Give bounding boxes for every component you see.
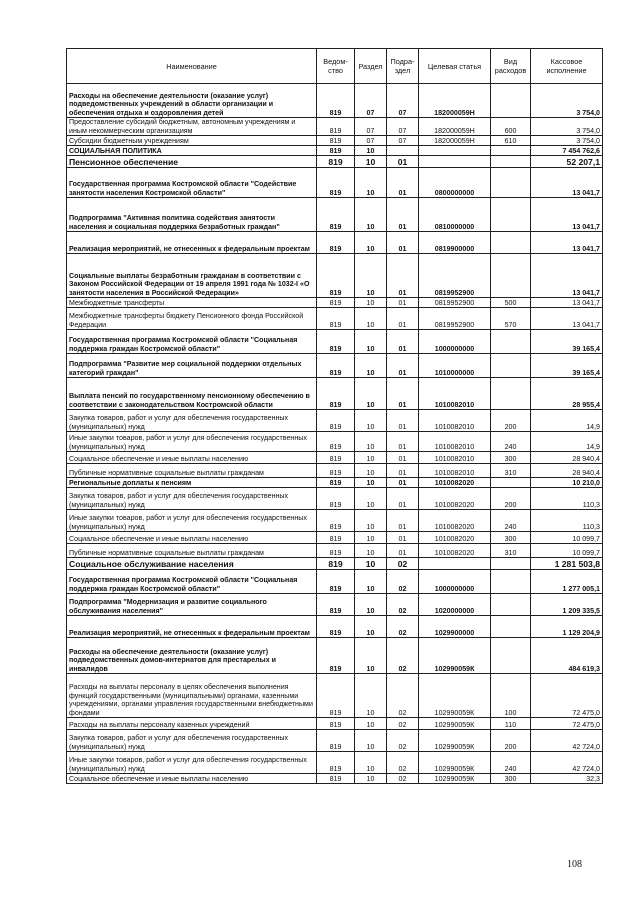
row-vedomstvo: 819 (317, 378, 355, 410)
row-name: Подпрограмма "Развитие мер социальной поддержки отдельных категорий граждан" (67, 354, 317, 378)
row-razdel: 10 (355, 752, 387, 774)
row-razdel: 10 (355, 298, 387, 308)
row-podrazdel: 02 (387, 594, 419, 616)
row-cash-execution: 13 041,7 (531, 168, 603, 198)
row-name: Выплата пенсий по государственному пенсионному обеспечению в соответствии с законодательством Костромской области (67, 378, 317, 410)
row-target-article: 0810000000 (419, 198, 491, 232)
header-row (67, 49, 603, 84)
row-expense-type (491, 168, 531, 198)
row-expense-type: 570 (491, 308, 531, 330)
row-name: Подпрограмма "Активная политика содействия занятости населения и социальная поддержка безработных граждан" (67, 198, 317, 232)
table-row (67, 146, 603, 156)
row-razdel: 10 (355, 478, 387, 488)
row-name: Пенсионное обеспечение (67, 156, 317, 168)
row-name: Расходы на обеспечение деятельности (оказание услуг) подведомственных учреждений в области организации и обеспечения отдыха и оздоровления детей (67, 84, 317, 118)
row-podrazdel: 02 (387, 558, 419, 570)
row-target-article: 1010082020 (419, 478, 491, 488)
row-razdel: 10 (355, 532, 387, 544)
row-target-article: 102990059К (419, 638, 491, 674)
row-cash-execution: 110,3 (531, 510, 603, 532)
table-row (67, 532, 603, 544)
row-podrazdel: 01 (387, 354, 419, 378)
row-target-article: 1010082010 (419, 452, 491, 464)
row-target-article: 1010082020 (419, 532, 491, 544)
row-vedomstvo: 819 (317, 730, 355, 752)
header-cash-execution: Кассовое исполнение (531, 49, 603, 84)
row-name: Реализация мероприятий, не отнесенных к федеральным проектам (67, 232, 317, 254)
table-row (67, 432, 603, 452)
table-row (67, 198, 603, 232)
table-row (67, 594, 603, 616)
row-cash-execution: 14,9 (531, 410, 603, 432)
row-expense-type: 110 (491, 718, 531, 730)
row-cash-execution: 28 940,4 (531, 452, 603, 464)
row-razdel: 10 (355, 774, 387, 784)
row-expense-type: 200 (491, 730, 531, 752)
row-razdel: 10 (355, 488, 387, 510)
row-target-article: 102990059К (419, 730, 491, 752)
row-podrazdel: 01 (387, 532, 419, 544)
row-vedomstvo: 819 (317, 558, 355, 570)
row-name: Межбюджетные трансферты бюджету Пенсионного фонда Российской Федерации (67, 308, 317, 330)
row-expense-type (491, 638, 531, 674)
row-target-article: 0800000000 (419, 168, 491, 198)
row-target-article (419, 156, 491, 168)
table-row (67, 774, 603, 784)
row-razdel: 10 (355, 510, 387, 532)
row-podrazdel: 02 (387, 774, 419, 784)
row-target-article: 0819952900 (419, 298, 491, 308)
table-row (67, 570, 603, 594)
row-podrazdel: 01 (387, 432, 419, 452)
row-cash-execution: 42 724,0 (531, 752, 603, 774)
row-podrazdel: 01 (387, 198, 419, 232)
row-cash-execution: 484 619,3 (531, 638, 603, 674)
row-podrazdel: 01 (387, 478, 419, 488)
row-target-article: 102990059К (419, 774, 491, 784)
row-vedomstvo: 819 (317, 478, 355, 488)
row-expense-type (491, 354, 531, 378)
row-cash-execution: 28 940,4 (531, 464, 603, 478)
row-target-article: 1000000000 (419, 330, 491, 354)
row-name: Закупка товаров, работ и услуг для обеспечения государственных (муниципальных) нужд (67, 488, 317, 510)
table-row (67, 136, 603, 146)
row-razdel: 10 (355, 452, 387, 464)
row-vedomstvo: 819 (317, 544, 355, 558)
row-podrazdel: 01 (387, 410, 419, 432)
table-row (67, 298, 603, 308)
row-podrazdel: 07 (387, 118, 419, 136)
row-name: Государственная программа Костромской области "Социальная поддержка граждан Костромской области" (67, 570, 317, 594)
row-name: Субсидии бюджетным учреждениям (67, 136, 317, 146)
row-target-article: 1010082020 (419, 488, 491, 510)
row-target-article: 1010082010 (419, 378, 491, 410)
table-row (67, 156, 603, 168)
row-name: Расходы на обеспечение деятельности (оказание услуг) подведомственных домов-интернатов для престарелых и инвалидов (67, 638, 317, 674)
row-vedomstvo: 819 (317, 118, 355, 136)
row-target-article (419, 146, 491, 156)
row-cash-execution: 1 277 005,1 (531, 570, 603, 594)
row-razdel: 10 (355, 718, 387, 730)
row-target-article: 1029900000 (419, 616, 491, 638)
row-podrazdel: 01 (387, 298, 419, 308)
row-podrazdel: 01 (387, 464, 419, 478)
row-name: Реализация мероприятий, не отнесенных к федеральным проектам (67, 616, 317, 638)
row-razdel: 10 (355, 378, 387, 410)
table-row (67, 488, 603, 510)
row-cash-execution: 1 209 335,5 (531, 594, 603, 616)
row-name: Закупка товаров, работ и услуг для обеспечения государственных (муниципальных) нужд (67, 730, 317, 752)
row-expense-type: 600 (491, 118, 531, 136)
row-target-article: 1000000000 (419, 570, 491, 594)
row-podrazdel: 01 (387, 232, 419, 254)
table-row (67, 544, 603, 558)
row-target-article: 102990059К (419, 718, 491, 730)
row-expense-type: 310 (491, 464, 531, 478)
row-name: Социальное обеспечение и иные выплаты населению (67, 532, 317, 544)
row-cash-execution: 1 281 503,8 (531, 558, 603, 570)
row-podrazdel: 02 (387, 638, 419, 674)
header-expense-type: Вид расходов (491, 49, 531, 84)
row-podrazdel: 01 (387, 510, 419, 532)
row-name: Иные закупки товаров, работ и услуг для обеспечения государственных (муниципальных) нужд (67, 432, 317, 452)
row-podrazdel: 02 (387, 674, 419, 718)
row-razdel: 10 (355, 308, 387, 330)
row-vedomstvo: 819 (317, 146, 355, 156)
row-target-article: 0819900000 (419, 232, 491, 254)
header-vedomstvo: Ведом-ство (317, 49, 355, 84)
row-cash-execution: 13 041,7 (531, 254, 603, 298)
row-podrazdel: 01 (387, 378, 419, 410)
row-razdel: 10 (355, 410, 387, 432)
page-number: 108 (567, 859, 582, 870)
row-cash-execution: 72 475,0 (531, 718, 603, 730)
row-vedomstvo: 819 (317, 488, 355, 510)
row-vedomstvo: 819 (317, 198, 355, 232)
row-cash-execution: 39 165,4 (531, 354, 603, 378)
row-name: Публичные нормативные социальные выплаты гражданам (67, 544, 317, 558)
row-expense-type: 610 (491, 136, 531, 146)
row-vedomstvo: 819 (317, 308, 355, 330)
row-cash-execution: 3 754,0 (531, 118, 603, 136)
row-vedomstvo: 819 (317, 638, 355, 674)
header-target-article: Целевая статья (419, 49, 491, 84)
row-podrazdel: 01 (387, 254, 419, 298)
row-razdel: 10 (355, 354, 387, 378)
row-expense-type (491, 330, 531, 354)
row-expense-type: 100 (491, 674, 531, 718)
header-name: Наименование (67, 49, 317, 84)
row-name: Подпрограмма "Модернизация и развитие социального обслуживания населения" (67, 594, 317, 616)
row-target-article: 182000059Н (419, 84, 491, 118)
row-vedomstvo: 819 (317, 510, 355, 532)
row-cash-execution: 3 754,0 (531, 136, 603, 146)
row-cash-execution: 39 165,4 (531, 330, 603, 354)
table-row (67, 378, 603, 410)
row-vedomstvo: 819 (317, 136, 355, 146)
row-podrazdel: 01 (387, 156, 419, 168)
row-expense-type (491, 478, 531, 488)
row-expense-type: 200 (491, 488, 531, 510)
row-razdel: 10 (355, 330, 387, 354)
row-name: СОЦИАЛЬНАЯ ПОЛИТИКА (67, 146, 317, 156)
row-cash-execution: 14,9 (531, 432, 603, 452)
table-row (67, 84, 603, 118)
row-target-article (419, 558, 491, 570)
row-cash-execution: 7 454 762,6 (531, 146, 603, 156)
row-podrazdel (387, 146, 419, 156)
row-vedomstvo: 819 (317, 452, 355, 464)
row-podrazdel: 01 (387, 544, 419, 558)
row-cash-execution: 13 041,7 (531, 298, 603, 308)
row-name: Предоставление субсидий бюджетным, автономным учреждениям и иным некоммерческим организациям (67, 118, 317, 136)
row-expense-type (491, 558, 531, 570)
row-vedomstvo: 819 (317, 410, 355, 432)
row-vedomstvo: 819 (317, 718, 355, 730)
row-razdel: 10 (355, 432, 387, 452)
row-expense-type (491, 84, 531, 118)
row-razdel: 10 (355, 198, 387, 232)
row-podrazdel: 01 (387, 452, 419, 464)
row-razdel: 10 (355, 616, 387, 638)
row-name: Межбюджетные трансферты (67, 298, 317, 308)
row-razdel: 10 (355, 570, 387, 594)
row-name: Государственная программа Костромской области "Социальная поддержка граждан Костромской области" (67, 330, 317, 354)
row-target-article: 1010082010 (419, 410, 491, 432)
row-expense-type: 300 (491, 452, 531, 464)
row-vedomstvo: 819 (317, 616, 355, 638)
row-target-article: 1010000000 (419, 354, 491, 378)
row-target-article: 182000059Н (419, 118, 491, 136)
row-podrazdel: 07 (387, 136, 419, 146)
row-vedomstvo: 819 (317, 464, 355, 478)
row-razdel: 10 (355, 232, 387, 254)
row-target-article: 0819952900 (419, 254, 491, 298)
row-cash-execution: 10 210,0 (531, 478, 603, 488)
row-target-article: 1020000000 (419, 594, 491, 616)
row-cash-execution: 13 041,7 (531, 308, 603, 330)
row-cash-execution: 10 099,7 (531, 532, 603, 544)
row-cash-execution: 3 754,0 (531, 84, 603, 118)
row-podrazdel: 02 (387, 730, 419, 752)
row-expense-type: 500 (491, 298, 531, 308)
row-razdel: 10 (355, 156, 387, 168)
row-razdel: 10 (355, 464, 387, 478)
row-razdel: 10 (355, 168, 387, 198)
row-name: Иные закупки товаров, работ и услуг для обеспечения государственных (муниципальных) нужд (67, 752, 317, 774)
header-razdel: Раздел (355, 49, 387, 84)
row-name: Социальное обслуживание населения (67, 558, 317, 570)
row-cash-execution: 13 041,7 (531, 198, 603, 232)
row-razdel: 10 (355, 730, 387, 752)
row-cash-execution: 52 207,1 (531, 156, 603, 168)
row-vedomstvo: 819 (317, 330, 355, 354)
row-vedomstvo: 819 (317, 570, 355, 594)
row-cash-execution: 72 475,0 (531, 674, 603, 718)
table-row (67, 410, 603, 432)
table-row (67, 718, 603, 730)
row-vedomstvo: 819 (317, 752, 355, 774)
row-vedomstvo: 819 (317, 674, 355, 718)
row-podrazdel: 02 (387, 616, 419, 638)
row-expense-type (491, 156, 531, 168)
row-expense-type (491, 198, 531, 232)
table-row (67, 232, 603, 254)
row-razdel: 10 (355, 146, 387, 156)
table-row (67, 510, 603, 532)
row-name: Социальное обеспечение и иные выплаты населению (67, 452, 317, 464)
row-target-article: 1010082020 (419, 510, 491, 532)
row-expense-type (491, 254, 531, 298)
table-row (67, 330, 603, 354)
row-expense-type (491, 232, 531, 254)
row-razdel: 07 (355, 84, 387, 118)
header-podrazdel: Подра-здел (387, 49, 419, 84)
row-cash-execution: 28 955,4 (531, 378, 603, 410)
budget-table (66, 48, 603, 784)
row-name: Государственная программа Костромской области "Содействие занятости населения Костромской области" (67, 168, 317, 198)
row-target-article: 102990059К (419, 674, 491, 718)
row-cash-execution: 13 041,7 (531, 232, 603, 254)
row-cash-execution: 32,3 (531, 774, 603, 784)
table-row (67, 452, 603, 464)
row-cash-execution: 110,3 (531, 488, 603, 510)
row-vedomstvo: 819 (317, 254, 355, 298)
row-vedomstvo: 819 (317, 84, 355, 118)
row-target-article: 1010082010 (419, 464, 491, 478)
row-cash-execution: 10 099,7 (531, 544, 603, 558)
row-vedomstvo: 819 (317, 156, 355, 168)
row-vedomstvo: 819 (317, 532, 355, 544)
row-expense-type: 240 (491, 432, 531, 452)
row-expense-type: 300 (491, 774, 531, 784)
row-target-article: 102990059К (419, 752, 491, 774)
row-name: Социальное обеспечение и иные выплаты населению (67, 774, 317, 784)
row-expense-type: 200 (491, 410, 531, 432)
row-target-article: 1010082010 (419, 432, 491, 452)
row-cash-execution: 42 724,0 (531, 730, 603, 752)
row-vedomstvo: 819 (317, 232, 355, 254)
row-cash-execution: 1 129 204,9 (531, 616, 603, 638)
row-razdel: 10 (355, 544, 387, 558)
row-podrazdel: 02 (387, 570, 419, 594)
row-target-article: 0819952900 (419, 308, 491, 330)
table-row (67, 168, 603, 198)
table-row (67, 558, 603, 570)
row-podrazdel: 01 (387, 488, 419, 510)
row-razdel: 10 (355, 674, 387, 718)
row-expense-type (491, 594, 531, 616)
row-podrazdel: 01 (387, 330, 419, 354)
row-podrazdel: 02 (387, 718, 419, 730)
table-row (67, 118, 603, 136)
row-vedomstvo: 819 (317, 354, 355, 378)
row-target-article: 1010082020 (419, 544, 491, 558)
row-target-article: 182000059Н (419, 136, 491, 146)
row-name: Расходы на выплаты персоналу в целях обеспечения выполнения функций государственными (муниципальными) органами, казенными учреждениями, органами управления государственными внебюджетными фондами (67, 674, 317, 718)
row-expense-type: 240 (491, 510, 531, 532)
row-name: Социальные выплаты безработным гражданам в соответствии с Законом Российской Федерации от 19 апреля 1991 года № 1032-I «О занятости населения в Российской Федерации» (67, 254, 317, 298)
table-row (67, 730, 603, 752)
table-row (67, 254, 603, 298)
row-razdel: 10 (355, 638, 387, 674)
row-name: Публичные нормативные социальные выплаты гражданам (67, 464, 317, 478)
row-expense-type (491, 146, 531, 156)
row-vedomstvo: 819 (317, 432, 355, 452)
row-podrazdel: 01 (387, 168, 419, 198)
table-row (67, 478, 603, 488)
row-vedomstvo: 819 (317, 594, 355, 616)
table-row (67, 354, 603, 378)
row-razdel: 10 (355, 558, 387, 570)
row-podrazdel: 07 (387, 84, 419, 118)
table-row (67, 464, 603, 478)
row-podrazdel: 02 (387, 752, 419, 774)
row-expense-type: 240 (491, 752, 531, 774)
table-row (67, 308, 603, 330)
row-vedomstvo: 819 (317, 774, 355, 784)
row-expense-type (491, 570, 531, 594)
table-row (67, 674, 603, 718)
row-vedomstvo: 819 (317, 298, 355, 308)
row-vedomstvo: 819 (317, 168, 355, 198)
row-razdel: 10 (355, 254, 387, 298)
row-razdel: 07 (355, 118, 387, 136)
table-row (67, 752, 603, 774)
row-razdel: 10 (355, 594, 387, 616)
row-razdel: 07 (355, 136, 387, 146)
row-name: Закупка товаров, работ и услуг для обеспечения государственных (муниципальных) нужд (67, 410, 317, 432)
row-podrazdel: 01 (387, 308, 419, 330)
row-name: Расходы на выплаты персоналу казенных учреждений (67, 718, 317, 730)
table-row (67, 638, 603, 674)
row-expense-type (491, 378, 531, 410)
row-expense-type: 310 (491, 544, 531, 558)
row-expense-type: 300 (491, 532, 531, 544)
table-row (67, 616, 603, 638)
row-name: Иные закупки товаров, работ и услуг для обеспечения государственных (муниципальных) нужд (67, 510, 317, 532)
row-expense-type (491, 616, 531, 638)
row-name: Региональные доплаты к пенсиям (67, 478, 317, 488)
